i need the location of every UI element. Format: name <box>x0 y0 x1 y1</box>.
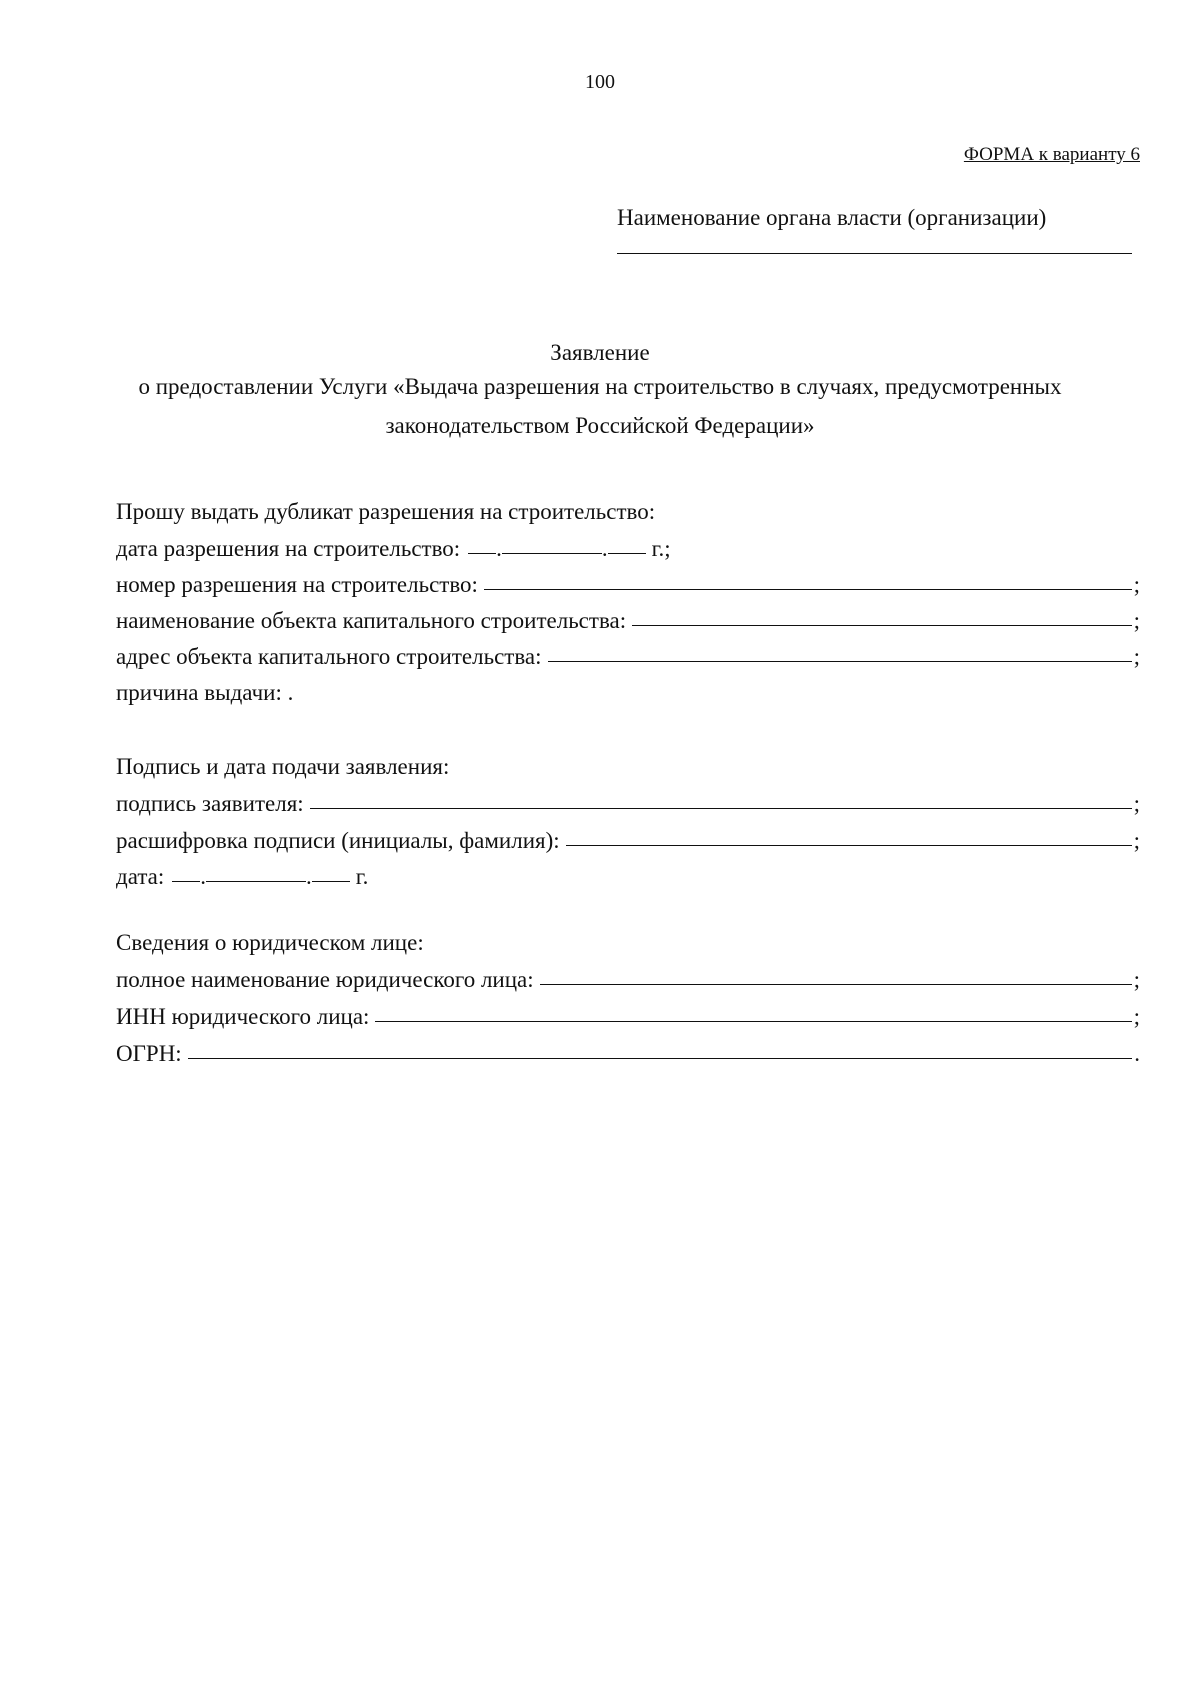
submission-date-year-field[interactable] <box>312 880 350 882</box>
inn-label: ИНН юридического лица: <box>116 1004 370 1029</box>
reason-row <box>116 679 293 707</box>
object-name-row: наименование объекта капитального строительства: ; <box>116 608 1140 633</box>
ogrn-field[interactable] <box>188 1057 1133 1059</box>
inn-field[interactable] <box>375 1020 1131 1022</box>
ogrn-label: ОГРН: <box>116 1041 182 1066</box>
permit-date-month-field[interactable] <box>502 552 602 554</box>
inn-row: ИНН юридического лица: ; <box>116 1004 1140 1029</box>
signature-label: подпись заявителя: <box>116 791 304 816</box>
submission-date-day-field[interactable] <box>172 880 200 882</box>
page-number: 100 <box>585 71 615 93</box>
signature-field[interactable] <box>310 807 1132 809</box>
legal-entity-heading: Сведения о юридическом лице: <box>116 930 424 955</box>
signature-row: подпись заявителя: ; <box>116 791 1140 816</box>
permit-date-year-field[interactable] <box>608 552 646 554</box>
object-address-label: адрес объекта капитального строительства: <box>116 644 542 669</box>
organization-name-label: Наименование органа власти (организации) <box>617 205 1047 230</box>
object-address-field[interactable] <box>548 660 1132 662</box>
signature-decoding-label: расшифровка подписи (инициалы, фамилия): <box>116 828 560 853</box>
permit-number-label: номер разрешения на строительство: <box>116 572 478 597</box>
permit-date-label: дата разрешения на строительство: <box>116 536 461 561</box>
legal-entity-name-field[interactable] <box>540 983 1132 985</box>
legal-entity-name-row: полное наименование юридического лица: ; <box>116 967 1140 992</box>
object-name-label: наименование объекта капитального строительства: <box>116 608 627 633</box>
legal-entity-name-label: полное наименование юридического лица: <box>116 967 534 992</box>
signature-decoding-field[interactable] <box>566 844 1132 846</box>
document-subtitle-line-2: законодательством Российской Федерации» <box>385 413 815 438</box>
object-name-field[interactable] <box>632 624 1132 626</box>
submission-date-row: дата: . . г. <box>116 864 369 889</box>
permit-number-row: номер разрешения на строительство: ; <box>116 572 1140 597</box>
permit-date-day-field[interactable] <box>468 552 496 554</box>
document-subtitle-line-1: о предоставлении Услуги «Выдача разрешения на строительство в случаях, предусмотренных <box>138 374 1062 399</box>
submission-date-label: дата: <box>116 864 165 889</box>
signature-decoding-row: расшифровка подписи (инициалы, фамилия): ; <box>116 828 1140 853</box>
ogrn-row: ОГРН: . <box>116 1041 1140 1066</box>
form-reference: ФОРМА к варианту 6 <box>963 144 1140 165</box>
request-heading: Прошу выдать дубликат разрешения на строительство: <box>116 499 656 524</box>
submission-date-month-field[interactable] <box>206 880 306 882</box>
signature-heading: Подпись и дата подачи заявления: <box>116 754 450 779</box>
organization-name-line <box>617 253 1132 254</box>
permit-date-row: дата разрешения на строительство: . . г.; <box>116 536 671 561</box>
object-address-row: адрес объекта капитального строительства: ; <box>116 644 1140 669</box>
reason-label: причина выдачи: . <box>116 680 294 705</box>
document-title: Заявление <box>550 340 650 365</box>
permit-number-field[interactable] <box>484 588 1132 590</box>
